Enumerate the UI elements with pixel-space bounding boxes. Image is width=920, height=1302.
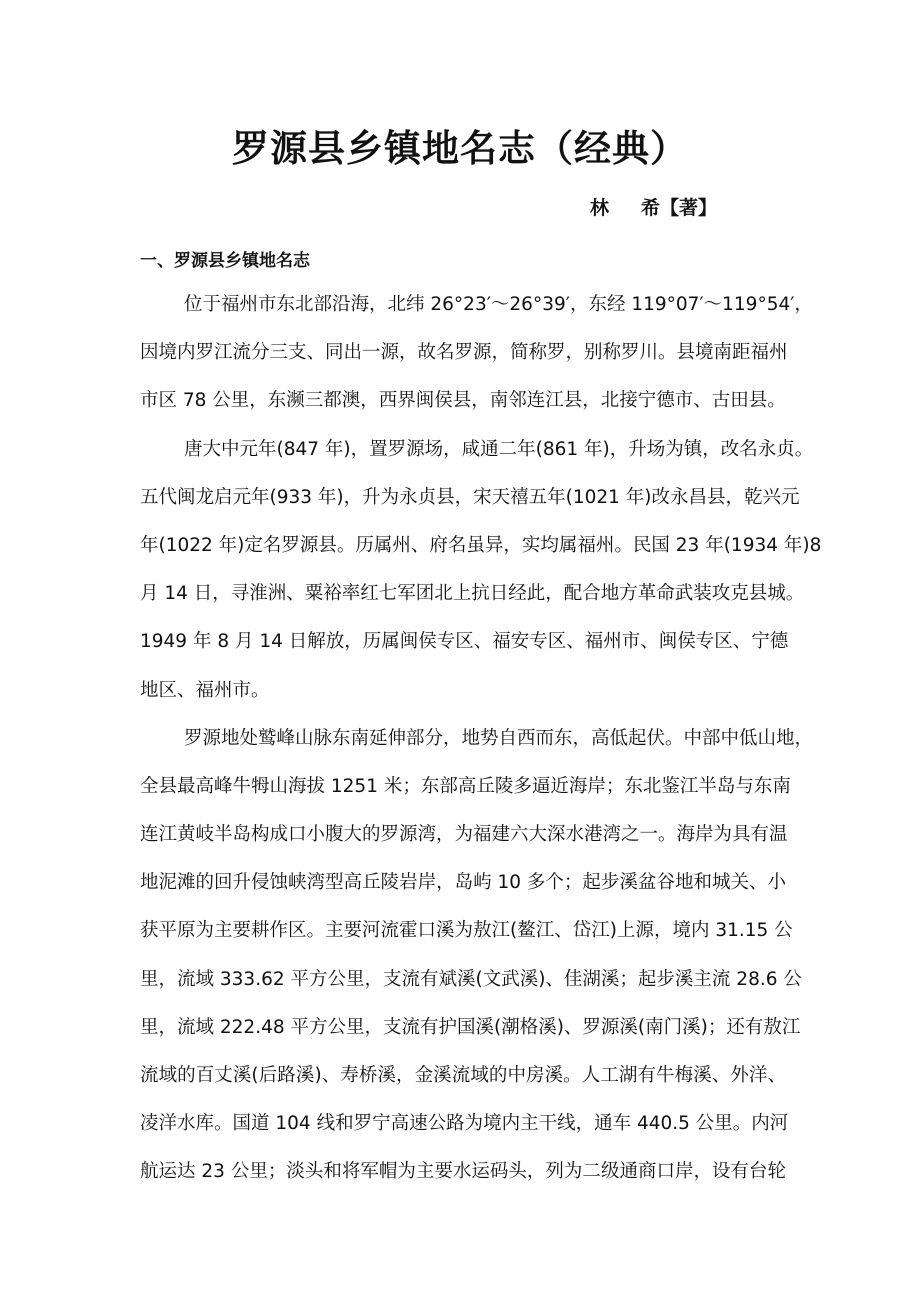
paragraph-line: 连江黄岐半岛构成口小腹大的罗源湾，为福建六大深水港湾之一。海岸为具有温 xyxy=(140,824,788,846)
paragraph-line: 五代闽龙启元年(933 年)，升为永贞县，宋天禧五年(1021 年)改永昌县，乾兴元 xyxy=(140,486,800,508)
paragraph-line: 月 14 日，寻淮洲、粟裕率红七军团北上抗日经此，配合地方革命武装攻克县城。 xyxy=(140,583,805,605)
paragraph-line: 位于福州市东北部沿海，北纬 26°23′～26°39′，东经 119°07′～119°54′， xyxy=(184,294,813,315)
paragraph-line: 唐大中元年(847 年)，置罗源场，咸通二年(861 年)，升场为镇，改名永贞。 xyxy=(184,438,814,460)
paragraph-line: 因境内罗江流分三支、同出一源，故名罗源，简称罗，别称罗川。县境南距福州 xyxy=(140,342,788,364)
paragraph-line: 里，流域 333.62 平方公里，支流有斌溪(文武溪)、佳湖溪；起步溪主流 28.6 公 xyxy=(140,968,802,990)
paragraph-line: 年(1022 年)定名罗源县。历属州、府名虽异，实均属福州。民国 23 年(1934 年)8 xyxy=(140,534,822,556)
paragraph-line: 全县最高峰牛牳山海拔 1251 米；东部高丘陵多逼近海岸；东北鉴江半岛与东南 xyxy=(140,775,791,797)
paragraph xyxy=(140,281,813,426)
paragraph-line: 地区、福州市。 xyxy=(140,679,270,701)
paragraph-line: 市区 78 公里，东濒三都澳，西界闽侯县，南邻连江县，北接宁德市、古田县。 xyxy=(140,390,786,412)
paragraph-line: 凌洋水库。国道 104 线和罗宁高速公路为境内主干线，通车 440.5 公里。内河 xyxy=(140,1113,789,1135)
paragraph-line: 获平原为主要耕作区。主要河流霍口溪为敖江(鳌江、岱江)上源，境内 31.15 公 xyxy=(140,920,793,942)
document-body xyxy=(140,281,822,1197)
author-name-1: 林 xyxy=(590,197,610,219)
author-name-2: 希 xyxy=(641,197,661,219)
paragraph-line: 1949 年 8 月 14 日解放，历属闽侯专区、福安专区、福州市、闽侯专区、宁德 xyxy=(140,631,789,653)
paragraph-line: 航运达 23 公里；淡头和将军帽为主要水运码头，列为二级通商口岸，设有台轮 xyxy=(140,1161,786,1183)
paragraph-line: 地泥滩的回升侵蚀峡湾型高丘陵岩岸，岛屿 10 多个；起步溪盆谷地和城关、小 xyxy=(140,872,786,894)
paragraph-line: 罗源地处鹫峰山脉东南延伸部分，地势自西而东，高低起伏。中部中低山地， xyxy=(184,727,814,749)
document-title: 罗源县乡镇地名志（经典） xyxy=(232,127,688,170)
author-role: 【著】 xyxy=(660,197,718,219)
section-heading: 一、罗源县乡镇地名志 xyxy=(140,251,310,271)
paragraph xyxy=(140,426,822,715)
author-line xyxy=(590,193,717,220)
paragraph-line: 流域的百丈溪(后路溪)、寿桥溪，金溪流域的中房溪。人工湖有牛梅溪、外洋、 xyxy=(140,1065,786,1086)
paragraph xyxy=(140,715,814,1197)
paragraph-line: 里，流域 222.48 平方公里，支流有护国溪(潮格溪)、罗源溪(南门溪)；还有敖江 xyxy=(140,1016,801,1038)
